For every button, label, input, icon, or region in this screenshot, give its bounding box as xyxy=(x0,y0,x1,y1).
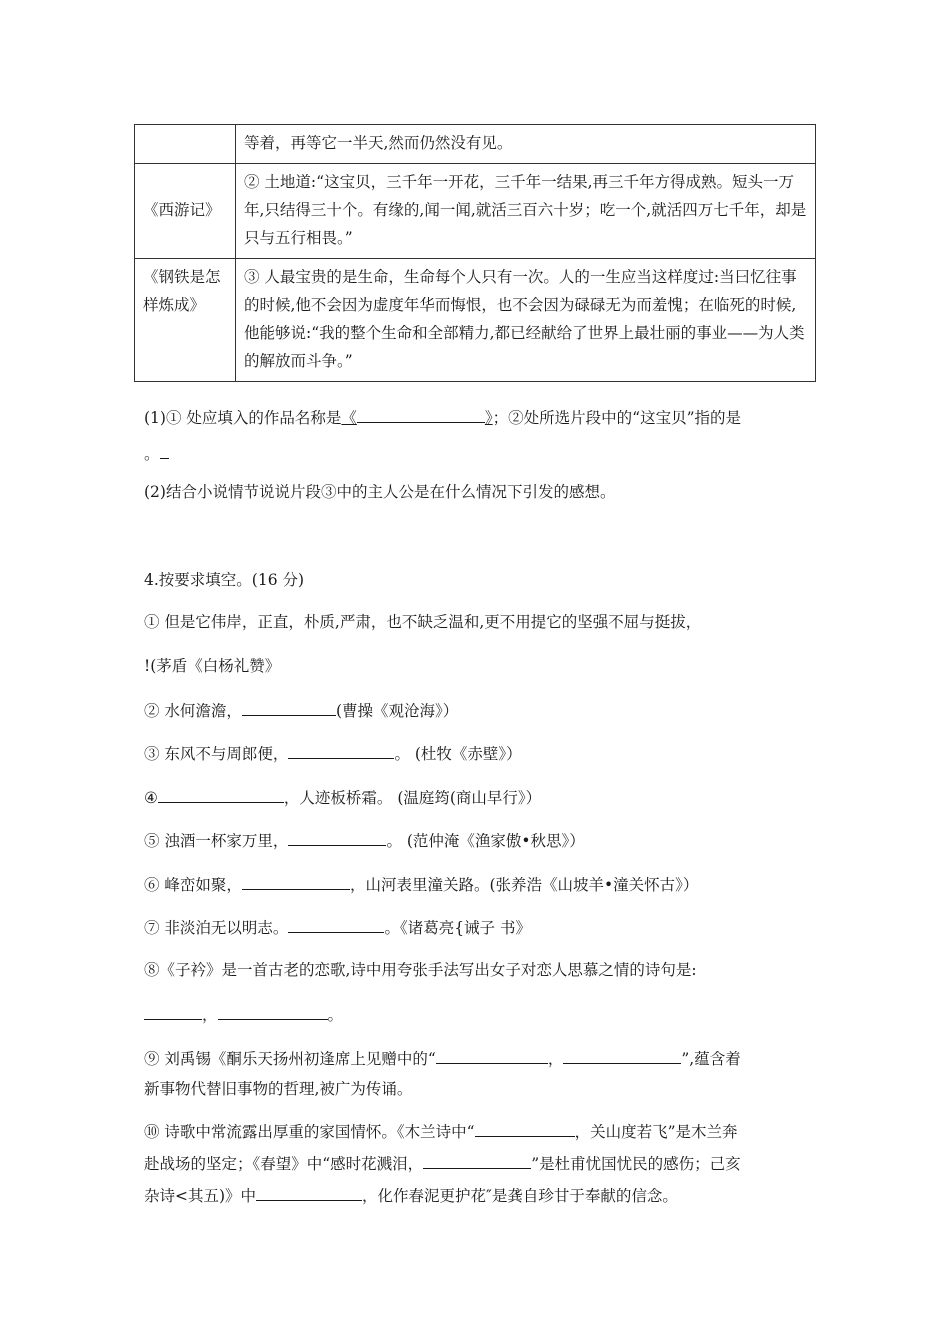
q3-sub1: (1)① 处应填入的作品名称是《 》；②处所选片段中的“这宝贝”指的是 xyxy=(144,404,741,428)
works-table xyxy=(134,124,816,382)
excerpt-cell: ② 土地道:“这宝贝，三千年一开花，三千年一结果,再三千年方得成熟。短头一万年,只结得三十个。有缘的,闻一闻,就活三百六十岁；吃一个,就活四万七千年，却是只与五行相畏。” xyxy=(236,164,816,259)
q3-sub2: (2)结合小说情节说说片段③中的主人公是在什么情况下引发的感想。 xyxy=(144,483,616,501)
answer-blank[interactable] xyxy=(242,697,336,716)
q3-sub1-end: 。 xyxy=(144,440,169,464)
answer-blank[interactable] xyxy=(423,1150,531,1169)
q4-item-1: ① 但是它伟岸，正直，朴质,严肃，也不缺乏温和,更不用提它的坚强不屈与挺拔， xyxy=(144,613,702,631)
q4-title: 4.按要求填空。(16 分) xyxy=(144,571,305,589)
work-name-cell: 《钢铁是怎样炼成》 xyxy=(135,259,236,382)
work-name-blank[interactable] xyxy=(357,404,485,423)
table-row xyxy=(135,164,816,259)
q4-item-9: ⑨ 刘禹锡《酮乐天扬州初逢席上见赠中的“ ， ”,蕴含着 xyxy=(144,1045,741,1069)
excerpt-cell: 等着，再等它一半天,然而仍然没有见。 xyxy=(236,125,816,164)
answer-blank[interactable] xyxy=(158,784,284,803)
treasure-answer-blank[interactable] xyxy=(160,440,169,459)
answer-blank[interactable] xyxy=(256,1182,362,1201)
q4-item-7: ⑦ 非淡泊无以明志。 。《诸葛亮{诫子 书》 xyxy=(144,914,531,938)
q4-item-10: ⑩ 诗歌中常流露出厚重的家国情怀。《木兰诗中“ ，关山度若飞”是木兰奔 xyxy=(144,1118,738,1142)
q4-item-10-end: 杂诗<其五)》中 ，化作春泥更护花″是龚自珍甘于奉献的信念。 xyxy=(144,1182,678,1206)
work-name-cell xyxy=(135,125,236,164)
q4-item-2: ② 水何澹澹， (曹操《观沧海》） xyxy=(144,697,458,721)
answer-blank[interactable] xyxy=(563,1045,681,1064)
answer-blank[interactable] xyxy=(288,740,394,759)
answer-blank[interactable] xyxy=(288,914,384,933)
table-row xyxy=(135,259,816,382)
work-name-cell: 《西游记》 xyxy=(135,164,236,259)
q4-item-5: ⑤ 浊酒一杯家万里， 。 (范仲淹《渔家傲•秋思》） xyxy=(144,827,585,851)
answer-blank[interactable] xyxy=(288,827,386,846)
answer-blank[interactable] xyxy=(242,871,350,890)
excerpt-cell: ③ 人最宝贵的是生命，生命每个人只有一次。人的一生应当这样度过:当曰忆往事的时候,他不会因为虚度年华而悔恨，也不会因为碌碌无为而羞愧；在临死的时候,他能够说:“我的整个生命和全部精力,都已经献给了世界上最壮丽的事业——为人类的解放而斗争。” xyxy=(236,259,816,382)
q4-item-6: ⑥ 峰峦如聚， ，山河表里潼关路。(张养浩《山坡羊•潼关怀古》） xyxy=(144,871,698,895)
q4-item-3: ③ 东风不与周郎便， 。 (杜牧《赤壁》） xyxy=(144,740,522,764)
answer-blank[interactable] xyxy=(218,1001,328,1020)
table-row xyxy=(135,125,816,164)
q4-item-4: ④ ，人迹板桥霜。 (温庭筠(商山早行》） xyxy=(144,784,541,808)
answer-blank[interactable] xyxy=(436,1045,548,1064)
answer-blank[interactable] xyxy=(475,1118,575,1137)
q4-item-1-source: !(茅盾《白杨礼赞》 xyxy=(144,657,281,675)
q4-item-8: ⑧《子衿》是一首古老的恋歌,诗中用夸张手法写出女子对恋人思慕之情的诗句是: xyxy=(144,961,697,979)
answer-blank[interactable] xyxy=(144,1001,202,1020)
q4-item-8-answer: ， 。 xyxy=(144,1001,343,1025)
q4-item-10-cont: 赴战场的坚定；《春望》中“感时花溅泪， ”是杜甫忧国忧民的感伤；己亥 xyxy=(144,1150,741,1174)
q4-item-9-cont: 新事物代替旧事物的哲理,被广为传诵。 xyxy=(144,1080,413,1098)
